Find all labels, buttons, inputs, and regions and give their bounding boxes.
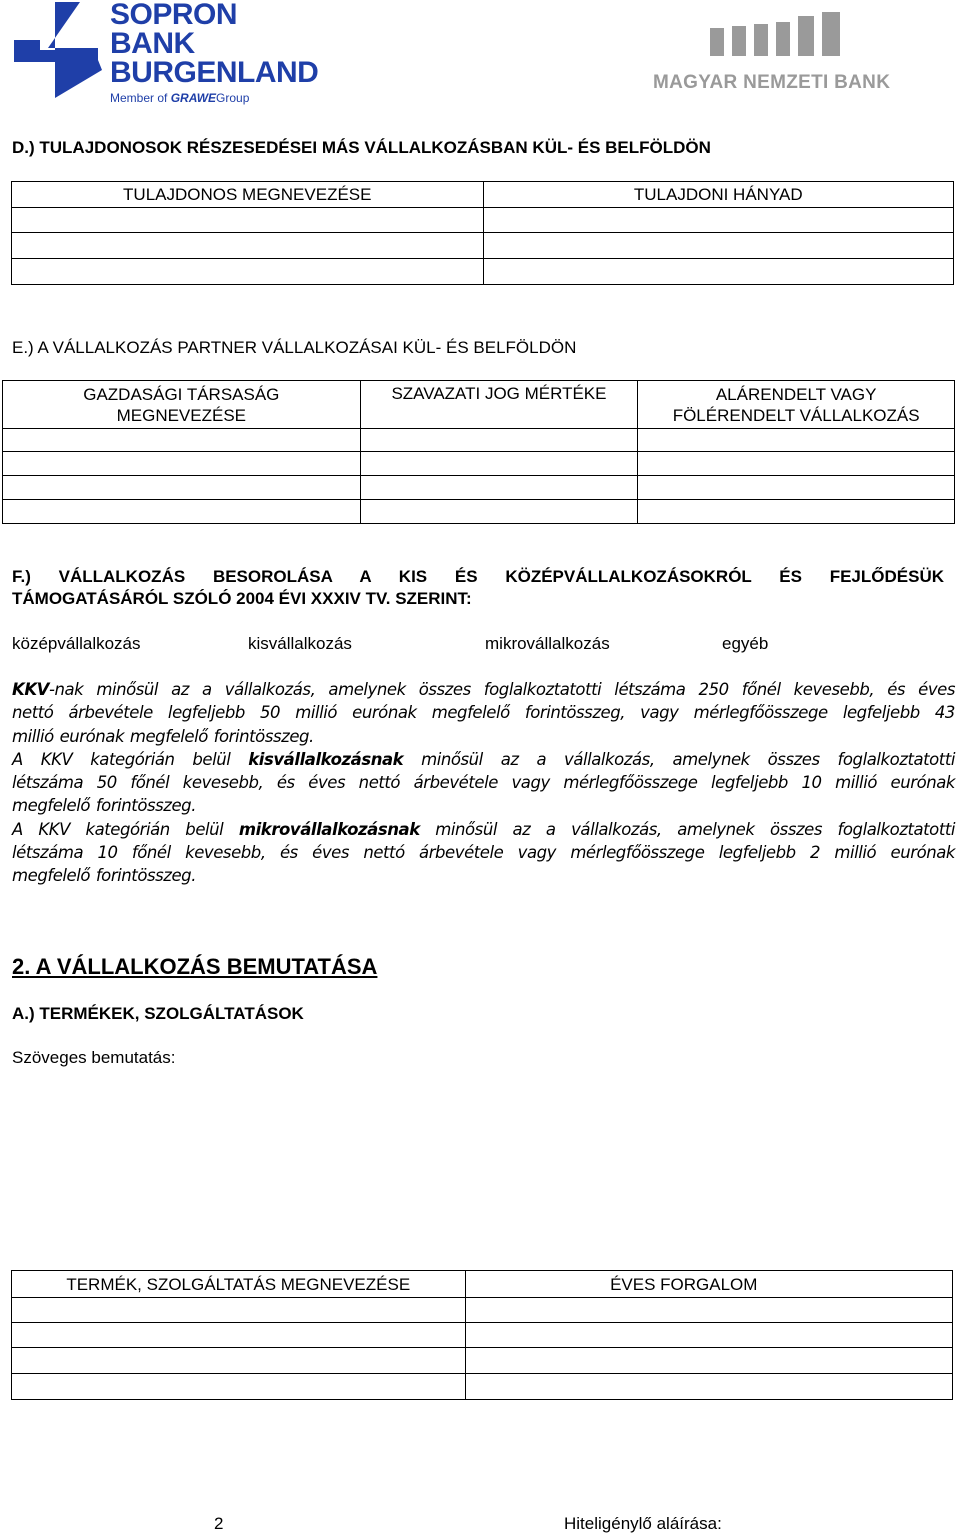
table-cell[interactable] <box>638 429 955 452</box>
table-cell[interactable] <box>465 1348 953 1374</box>
section-f-title-line2: TÁMOGATÁSÁRÓL SZÓLÓ 2004 ÉVI XXXIV TV. SZERINT: <box>12 589 472 608</box>
option-small-enterprise[interactable]: kisvállalkozás <box>248 634 352 653</box>
table-cell[interactable] <box>3 429 361 452</box>
small-enterprise-term: kisvállalkozásnak <box>248 749 404 769</box>
mnb-wordmark: MAGYAR NEMZETI BANK <box>653 72 891 93</box>
option-medium-enterprise[interactable]: középvállalkozás <box>12 634 141 653</box>
table-cell[interactable] <box>638 500 955 524</box>
sopron-emblem-icon <box>10 0 110 100</box>
table-row <box>3 429 955 452</box>
table-cell[interactable] <box>483 259 953 285</box>
table-cell[interactable] <box>12 1348 466 1374</box>
page-number: 2 <box>214 1514 224 1533</box>
table-cell[interactable] <box>12 1298 466 1323</box>
owners-holdings-table <box>11 181 954 285</box>
subsection-a-title: A.) TERMÉKEK, SZOLGÁLTATÁSOK <box>12 1004 304 1023</box>
table-cell[interactable] <box>3 500 361 524</box>
mnb-columns-icon <box>650 12 910 67</box>
table-row <box>12 233 954 259</box>
annual-turnover-header: ÉVES FORGALOM <box>465 1271 953 1298</box>
table-cell[interactable] <box>360 500 638 524</box>
company-name-header: GAZDASÁGI TÁRSASÁG MEGNEVEZÉSE <box>3 381 361 429</box>
text-description-label: Szöveges bemutatás: <box>12 1048 176 1067</box>
products-services-table <box>11 1270 953 1400</box>
partner-companies-table <box>2 380 955 524</box>
table-row <box>12 259 954 285</box>
product-name-header: TERMÉK, SZOLGÁLTATÁS MEGNEVEZÉSE <box>12 1271 466 1298</box>
section-e-title: E.) A VÁLLALKOZÁS PARTNER VÁLLALKOZÁSAI KÜL- ÉS BELFÖLDÖN <box>12 338 577 357</box>
option-micro-enterprise[interactable]: mikrovállalkozás <box>485 634 610 653</box>
table-cell[interactable] <box>465 1298 953 1323</box>
table-row <box>3 476 955 500</box>
table-cell[interactable] <box>12 259 484 285</box>
member-of-text: Member of GRAWEGroup <box>110 91 250 105</box>
table-header-row <box>3 381 955 429</box>
table-cell[interactable] <box>483 233 953 259</box>
micro-enterprise-term: mikrovállalkozásnak <box>238 819 420 839</box>
table-header-row <box>12 182 954 208</box>
table-cell[interactable] <box>3 476 361 500</box>
table-cell[interactable] <box>360 452 638 476</box>
table-cell[interactable] <box>465 1323 953 1348</box>
bank-name-line2: BANK <box>110 27 195 60</box>
table-cell[interactable] <box>12 208 484 233</box>
table-cell[interactable] <box>360 429 638 452</box>
table-cell[interactable] <box>483 208 953 233</box>
sopron-bank-logo <box>10 0 340 112</box>
table-row <box>12 1348 953 1374</box>
mnb-logo <box>650 12 910 97</box>
table-row <box>3 500 955 524</box>
table-cell[interactable] <box>12 1374 466 1400</box>
ownership-share-header: TULAJDONI HÁNYAD <box>483 182 953 208</box>
section-f-title-line1: F.) VÁLLALKOZÁS BESOROLÁSA A KIS ÉS KÖZÉPVÁLLALKOZÁSOKRÓL ÉS FEJLŐDÉSÜK <box>12 567 944 586</box>
table-cell[interactable] <box>638 452 955 476</box>
kkv-definition-paragraph: KKV-nak minősül az a vállalkozás, amelynek összes foglalkoztatotti létszáma 250 főnél kevesebb, és éves nettó árbevétele legfeljebb 50 millió eurónak megfelelő forintösszeg, vagy mérlegfőösszege legfeljebb 43 millió eurónak megfelelő forintösszeg. A KKV kategórián belül kisvállalkozásnak minősül az a vállalkozás, amelynek összes foglalkoztatotti létszáma 50 főnél kevesebb, és éves nettó árbevétele vagy mérlegfőösszege legfeljebb 10 millió eurónak megfelelő forintösszeg. A KKV kategórián belül mikrovállalkozásnak minősül az a vállalkozás, amelynek összes foglalkoztatotti létszáma 10 főnél kevesebb, és éves nettó árbevétele vagy mérlegfőösszege legfeljebb 2 millió eurónak megfelelő forintösszeg. <box>12 680 955 886</box>
table-row <box>12 208 954 233</box>
table-cell[interactable] <box>3 452 361 476</box>
table-row <box>3 452 955 476</box>
table-row <box>12 1323 953 1348</box>
signature-label: Hiteligénylő aláírása: <box>564 1514 722 1533</box>
table-header-row <box>12 1271 953 1298</box>
table-cell[interactable] <box>360 476 638 500</box>
table-cell[interactable] <box>638 476 955 500</box>
voting-rights-header: SZAVAZATI JOG MÉRTÉKE <box>360 381 638 429</box>
owner-name-header: TULAJDONOS MEGNEVEZÉSE <box>12 182 484 208</box>
kkv-term: KKV <box>12 680 49 699</box>
company-category-options <box>0 634 960 656</box>
section-2-title: 2. A VÁLLALKOZÁS BEMUTATÁSA <box>12 954 378 979</box>
table-row <box>12 1374 953 1400</box>
option-other[interactable]: egyéb <box>722 634 769 653</box>
bank-name-line1: SOPRON <box>110 0 238 31</box>
table-row <box>12 1298 953 1323</box>
sopron-bank-wordmark <box>110 0 318 105</box>
table-cell[interactable] <box>12 233 484 259</box>
subordinate-superordinate-header: ALÁRENDELT VAGY FÖLÉRENDELT VÁLLALKOZÁS <box>638 381 955 429</box>
table-cell[interactable] <box>12 1323 466 1348</box>
bank-name-line3: BURGENLAND <box>110 56 319 89</box>
section-d-title: D.) TULAJDONOSOK RÉSZESEDÉSEI MÁS VÁLLALKOZÁSBAN KÜL- ÉS BELFÖLDÖN <box>12 138 711 157</box>
table-cell[interactable] <box>465 1374 953 1400</box>
